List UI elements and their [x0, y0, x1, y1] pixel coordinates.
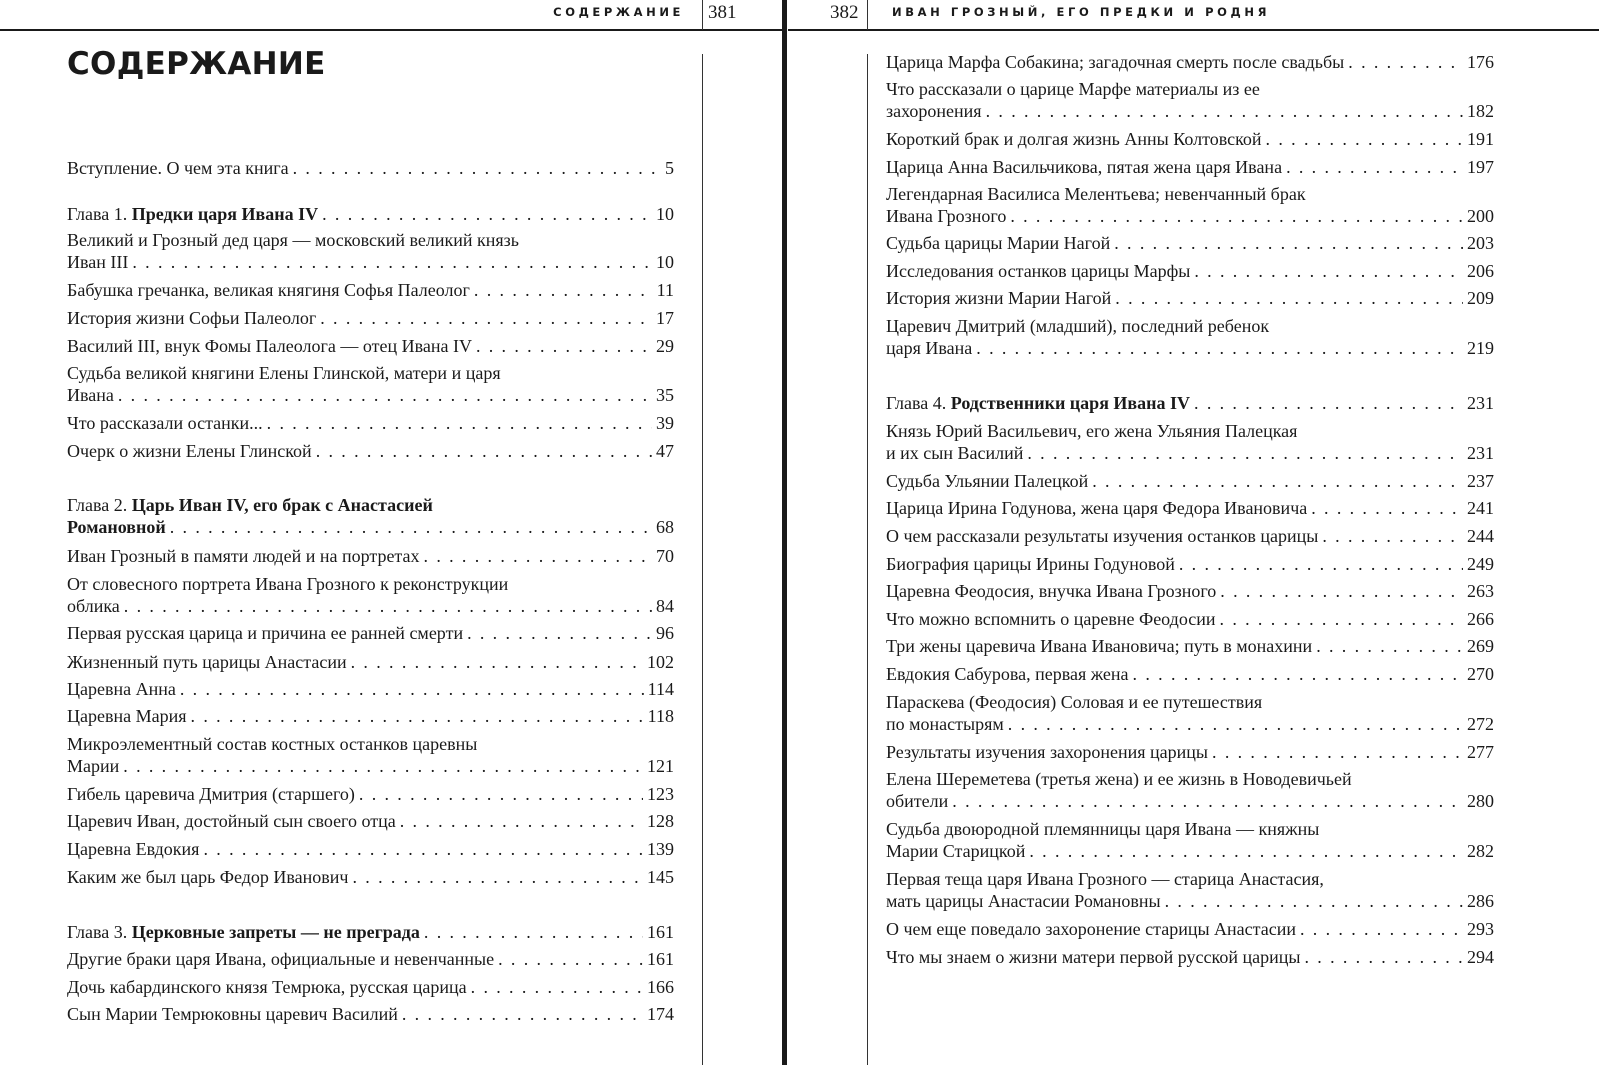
- page-ref: 161: [647, 922, 674, 942]
- page-number-left: 381: [708, 2, 737, 23]
- toc-entry: [886, 691, 1494, 735]
- page-ref: 174: [647, 1004, 674, 1024]
- entry-title-line: по монастырям: [886, 714, 1004, 734]
- page-ref: 241: [1467, 498, 1494, 518]
- entry-title-line: Другие браки царя Ивана, официальные и невенчанные: [67, 949, 495, 969]
- toc-entry: [67, 810, 674, 832]
- entry-title-line: Микроэлементный состав костных останков царевны: [67, 734, 478, 754]
- chapter-title: Царь Иван IV, его брак с Анастасией: [131, 495, 433, 515]
- dot-leader: [1304, 946, 1463, 968]
- entry-title-line: Легендарная Василиса Мелентьева; невенчанный брак: [886, 184, 1306, 204]
- toc-entry: [886, 183, 1494, 227]
- dot-leader: [1194, 392, 1463, 414]
- entry-title-line: Царевич Дмитрий (младший), последний ребенок: [886, 316, 1270, 336]
- dot-leader: [203, 838, 643, 860]
- page-ref: 139: [647, 839, 674, 859]
- dot-leader: [1133, 663, 1463, 685]
- header-divider-right: [867, 0, 868, 30]
- entry-title-line: Иван III: [67, 252, 129, 272]
- entry-title-line: Царица Ирина Годунова, жена царя Федора Ивановича: [886, 498, 1308, 518]
- entry-title-line: захоронения: [886, 101, 982, 121]
- dot-leader: [1115, 287, 1463, 309]
- header-rule-right: [788, 29, 1599, 31]
- dot-leader: [1029, 840, 1463, 862]
- toc-entry: [67, 733, 674, 777]
- toc-entry: [67, 976, 674, 998]
- page-number-right: 382: [830, 2, 859, 23]
- entry-title-line: О чем рассказали результаты изучения останков царицы: [886, 526, 1319, 546]
- page-ref: 176: [1467, 52, 1494, 72]
- toc-entry: [886, 663, 1494, 685]
- entry-title-line: Сын Марии Темрюковны царевич Василий: [67, 1004, 398, 1024]
- page-ref: 286: [1467, 891, 1494, 911]
- entry-title-line: обители: [886, 791, 949, 811]
- page-ref: 145: [647, 867, 674, 887]
- column-rule-left: [702, 54, 703, 1065]
- entry-title-line: Евдокия Сабурова, первая жена: [886, 664, 1129, 684]
- toc-entry: [886, 420, 1494, 464]
- dot-leader: [191, 705, 644, 727]
- entry-title-line: Исследования останков царицы Марфы: [886, 261, 1191, 281]
- entry-title-line: Судьба царицы Марии Нагой: [886, 233, 1111, 253]
- page-ref: 282: [1467, 841, 1494, 861]
- chapter-title: Родственники царя Ивана IV: [950, 393, 1191, 413]
- running-head-left: СОДЕРЖАНИЕ: [553, 5, 684, 19]
- chapter-title: Церковные запреты — не преграда: [131, 922, 420, 942]
- page-ref: 263: [1467, 581, 1494, 601]
- toc-entry: [67, 783, 674, 805]
- entry-title-line: Гибель царевича Дмитрия (старшего): [67, 784, 355, 804]
- dot-leader: [1114, 232, 1463, 254]
- page-ref: 294: [1467, 947, 1494, 967]
- page-ref: 121: [647, 756, 674, 776]
- toc-entry: [67, 440, 674, 462]
- entry-title-line: Царица Анна Васильчикова, пятая жена царя Ивана: [886, 157, 1283, 177]
- entry-title-line: Что мы знаем о жизни матери первой русской царицы: [886, 947, 1301, 967]
- entry-title-line: История жизни Софьи Палеолог: [67, 308, 317, 328]
- toc-chapter-entry: [67, 203, 674, 225]
- page-ref: 191: [1467, 129, 1494, 149]
- dot-leader: [400, 810, 643, 832]
- entry-title-line: Царевна Евдокия: [67, 839, 200, 859]
- page-ref: 114: [647, 679, 674, 699]
- dot-leader: [316, 440, 652, 462]
- dot-leader: [123, 755, 643, 777]
- toc-entry: [67, 573, 674, 617]
- page-ref: 161: [647, 949, 674, 969]
- toc-entry: [886, 635, 1494, 657]
- dot-leader: [467, 622, 652, 644]
- toc-entry: [886, 232, 1494, 254]
- dot-leader: [476, 335, 652, 357]
- entry-title-line: Царица Марфа Собакина; загадочная смерть после свадьбы: [886, 52, 1345, 72]
- toc-entry: [67, 838, 674, 860]
- entry-title-line: Результаты изучения захоронения царицы: [886, 742, 1209, 762]
- header-divider-left: [702, 0, 703, 30]
- entry-title-line: Василий III, внук Фомы Палеолога — отец Ивана IV: [67, 336, 472, 356]
- page-ref: 200: [1467, 206, 1494, 226]
- page-ref: 272: [1467, 714, 1494, 734]
- dot-leader: [952, 790, 1463, 812]
- chapter-label: Глава 3.: [67, 922, 132, 942]
- chapter-label: Глава 1.: [67, 204, 132, 224]
- page-ref: 123: [647, 784, 674, 804]
- toc-entry: [886, 946, 1494, 968]
- running-head-right: ИВАН ГРОЗНЫЙ, ЕГО ПРЕДКИ И РОДНЯ: [892, 5, 1271, 19]
- dot-leader: [976, 337, 1463, 359]
- entry-title-line: История жизни Марии Нагой: [886, 288, 1112, 308]
- toc-chapter-entry: [886, 392, 1494, 414]
- page-ref: 84: [656, 596, 674, 616]
- entry-title-line: Марии: [67, 756, 120, 776]
- toc-entry: [886, 470, 1494, 492]
- toc-entry: [886, 868, 1494, 912]
- entry-title-line: Биография царицы Ирины Годуновой: [886, 554, 1175, 574]
- entry-title-line: Вступление. О чем эта книга: [67, 158, 289, 178]
- toc-entry: [67, 307, 674, 329]
- dot-leader: [124, 595, 652, 617]
- dot-leader: [1092, 470, 1463, 492]
- toc-entry: [886, 497, 1494, 519]
- toc-entry: [67, 651, 674, 673]
- toc-entry: [67, 412, 674, 434]
- toc-entry: [67, 362, 674, 406]
- header-rule-left: [0, 29, 783, 31]
- entry-title-line: Дочь кабардинского князя Темрюка, русская царица: [67, 977, 467, 997]
- column-rule-right: [867, 54, 868, 1065]
- chapter-title: Романовной: [67, 517, 166, 537]
- dot-leader: [1212, 741, 1463, 763]
- toc-entry: [886, 315, 1494, 359]
- page-ref: 231: [1467, 443, 1494, 463]
- entry-title-line: Первая русская царица и причина ее ранней смерти: [67, 623, 464, 643]
- toc-entry: [886, 741, 1494, 763]
- dot-leader: [352, 866, 643, 888]
- entry-title-line: Первая теща царя Ивана Грозного — старица Анастасия,: [886, 869, 1324, 889]
- toc-entry: [886, 128, 1494, 150]
- entry-title-line: Судьба двоюродной племянницы царя Ивана — княжны: [886, 819, 1320, 839]
- entry-title-line: и их сын Василий: [886, 443, 1024, 463]
- page-ref: 102: [647, 652, 674, 672]
- page-ref: 182: [1467, 101, 1494, 121]
- toc-entry: [67, 1003, 674, 1025]
- page-ref: 17: [656, 308, 674, 328]
- toc-entry: [886, 525, 1494, 547]
- toc-entry: [67, 335, 674, 357]
- dot-leader: [1220, 608, 1463, 630]
- entry-title-line: Елена Шереметева (третья жена) и ее жизнь в Новодевичьей: [886, 769, 1352, 789]
- page-ref: 10: [656, 204, 674, 224]
- entry-title-line: От словесного портрета Ивана Грозного к реконструкции: [67, 574, 509, 594]
- dot-leader: [132, 251, 652, 273]
- page-ref: 5: [665, 158, 674, 178]
- page-ref: 29: [656, 336, 674, 356]
- toc-entry: [886, 918, 1494, 940]
- dot-leader: [498, 948, 643, 970]
- dot-leader: [1311, 497, 1463, 519]
- entry-title-line: Три жены царевича Ивана Ивановича; путь в монахини: [886, 636, 1313, 656]
- dot-leader: [474, 279, 653, 301]
- dot-leader: [322, 203, 652, 225]
- dot-leader: [1194, 260, 1463, 282]
- page-ref: 206: [1467, 261, 1494, 281]
- entry-title-line: Жизненный путь царицы Анастасии: [67, 652, 347, 672]
- entry-title-line: Очерк о жизни Елены Глинской: [67, 441, 312, 461]
- dot-leader: [118, 384, 652, 406]
- dot-leader: [1010, 205, 1463, 227]
- entry-title-line: царя Ивана: [886, 338, 973, 358]
- entry-title-line: Судьба великой княгини Елены Глинской, матери и царя: [67, 363, 501, 383]
- page-ref: 270: [1467, 664, 1494, 684]
- page-ref: 10: [656, 252, 674, 272]
- toc-entry: [67, 948, 674, 970]
- page-ref: 35: [656, 385, 674, 405]
- dot-leader: [267, 412, 652, 434]
- page-ref: 166: [647, 977, 674, 997]
- page-ref: 197: [1467, 157, 1494, 177]
- entry-title-line: Царевна Феодосия, внучка Ивана Грозного: [886, 581, 1217, 601]
- book-spine: [782, 0, 787, 1065]
- page-ref: 96: [656, 623, 674, 643]
- entry-title-line: Параскева (Феодосия) Соловая и ее путешествия: [886, 692, 1263, 712]
- page-ref: 266: [1467, 609, 1494, 629]
- dot-leader: [1322, 525, 1463, 547]
- toc-entry: [886, 553, 1494, 575]
- dot-leader: [402, 1003, 643, 1025]
- entry-title-line: Царевна Мария: [67, 706, 187, 726]
- page-ref: 47: [656, 441, 674, 461]
- entry-title-line: Что можно вспомнить о царевне Феодосии: [886, 609, 1216, 629]
- page-ref: 209: [1467, 288, 1494, 308]
- dot-leader: [1008, 713, 1463, 735]
- page-ref: 231: [1467, 393, 1494, 413]
- dot-leader: [170, 516, 652, 538]
- dot-leader: [424, 921, 643, 943]
- dot-leader: [1027, 442, 1463, 464]
- page-title: СОДЕРЖАНИЕ: [67, 46, 326, 82]
- entry-title-line: Что рассказали останки...: [67, 413, 263, 433]
- entry-title-line: Ивана Грозного: [886, 206, 1007, 226]
- dot-leader: [1348, 51, 1463, 73]
- toc-entry: [67, 866, 674, 888]
- dot-leader: [180, 678, 644, 700]
- entry-title-line: Великий и Грозный дед царя — московский великий князь: [67, 230, 520, 250]
- entry-title-line: облика: [67, 596, 120, 616]
- toc-entry: [886, 580, 1494, 602]
- dot-leader: [1316, 635, 1463, 657]
- toc-entry: [67, 545, 674, 567]
- toc-entry: [886, 608, 1494, 630]
- entry-title-line: Царевна Анна: [67, 679, 176, 699]
- toc-entry: [67, 279, 674, 301]
- page-ref: 39: [656, 413, 674, 433]
- toc-entry: [67, 229, 674, 273]
- dot-leader: [986, 100, 1463, 122]
- chapter-label: Глава 2.: [67, 495, 132, 515]
- dot-leader: [1220, 580, 1463, 602]
- entry-title-line: Ивана: [67, 385, 114, 405]
- toc-entry: [886, 51, 1494, 73]
- dot-leader: [471, 976, 643, 998]
- toc-entry: [886, 260, 1494, 282]
- page-ref: 219: [1467, 338, 1494, 358]
- page-ref: 249: [1467, 554, 1494, 574]
- chapter-label: Глава 4.: [886, 393, 951, 413]
- entry-title-line: Что рассказали о царице Марфе материалы из ее: [886, 79, 1260, 99]
- toc-entry: [886, 78, 1494, 122]
- toc-entry: [886, 287, 1494, 309]
- entry-title-line: Каким же был царь Федор Иванович: [67, 867, 349, 887]
- toc-entry: [67, 705, 674, 727]
- page-ref: 68: [656, 517, 674, 537]
- dot-leader: [1179, 553, 1463, 575]
- entry-title-line: Судьба Ульянии Палецкой: [886, 471, 1089, 491]
- dot-leader: [359, 783, 643, 805]
- dot-leader: [1300, 918, 1463, 940]
- dot-leader: [351, 651, 643, 673]
- toc-entry: [67, 622, 674, 644]
- page-ref: 70: [656, 546, 674, 566]
- toc-entry: [67, 678, 674, 700]
- entry-title-line: Князь Юрий Васильевич, его жена Ульяния Палецкая: [886, 421, 1298, 441]
- page-ref: 293: [1467, 919, 1494, 939]
- page-ref: 244: [1467, 526, 1494, 546]
- page-ref: 237: [1467, 471, 1494, 491]
- page-ref: 118: [647, 706, 674, 726]
- toc-entry: [886, 818, 1494, 862]
- dot-leader: [1165, 890, 1463, 912]
- page-ref: 128: [647, 811, 674, 831]
- toc-entry: [67, 157, 674, 179]
- dot-leader: [293, 157, 661, 179]
- dot-leader: [320, 307, 652, 329]
- entry-title-line: Иван Грозный в памяти людей и на портретах: [67, 546, 420, 566]
- page-ref: 203: [1467, 233, 1494, 253]
- chapter-title: Предки царя Ивана IV: [131, 204, 319, 224]
- dot-leader: [1286, 156, 1463, 178]
- entry-title-line: Царевич Иван, достойный сын своего отца: [67, 811, 396, 831]
- page-ref: 280: [1467, 791, 1494, 811]
- page-ref: 11: [656, 280, 674, 300]
- page-ref: 277: [1467, 742, 1494, 762]
- toc-chapter-entry: [67, 494, 674, 538]
- dot-leader: [424, 545, 652, 567]
- entry-title-line: Марии Старицкой: [886, 841, 1026, 861]
- dot-leader: [1266, 128, 1463, 150]
- entry-title-line: О чем еще поведало захоронение старицы Анастасии: [886, 919, 1296, 939]
- page-ref: 269: [1467, 636, 1494, 656]
- toc-chapter-entry: [67, 921, 674, 943]
- entry-title-line: Короткий брак и долгая жизнь Анны Колтовской: [886, 129, 1262, 149]
- entry-title-line: Бабушка гречанка, великая княгиня Софья Палеолог: [67, 280, 470, 300]
- toc-entry: [886, 768, 1494, 812]
- entry-title-line: мать царицы Анастасии Романовны: [886, 891, 1161, 911]
- toc-entry: [886, 156, 1494, 178]
